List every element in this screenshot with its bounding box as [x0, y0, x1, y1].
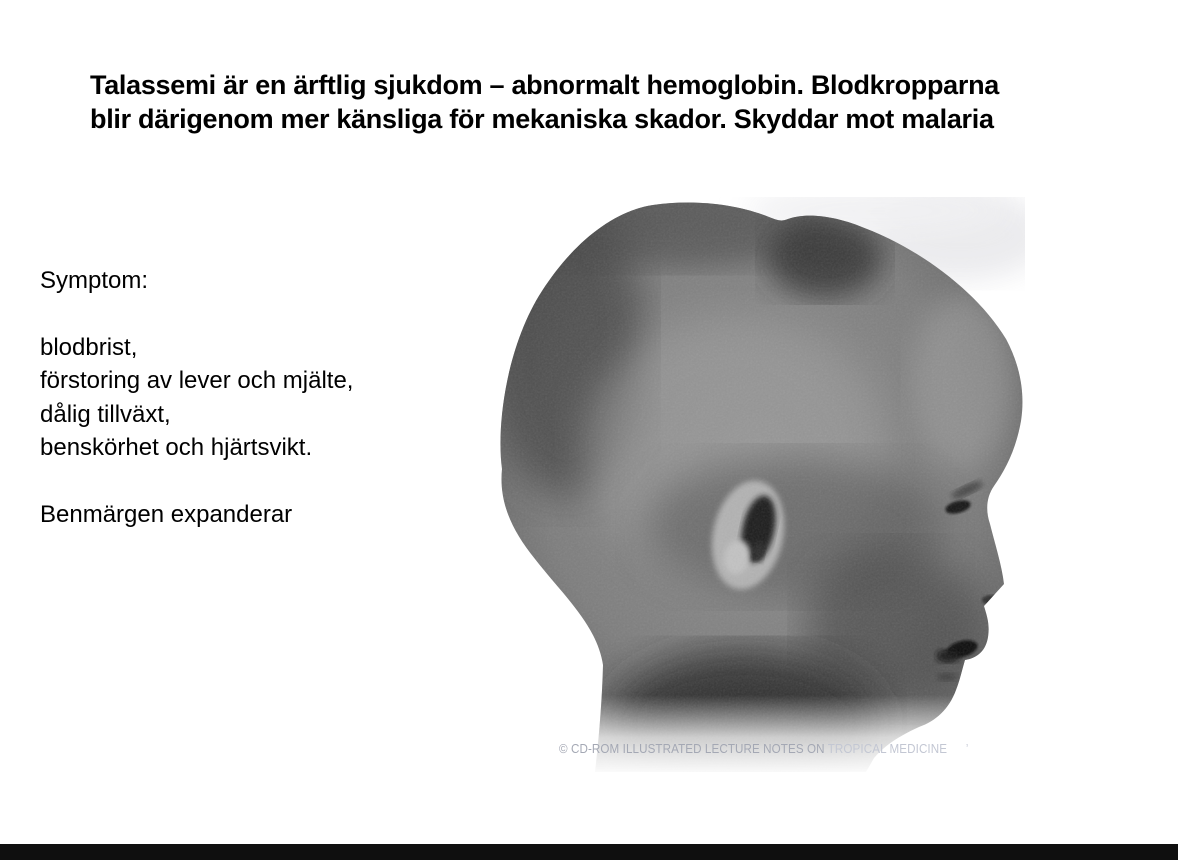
child-photo — [495, 197, 1025, 772]
symptom-line: dålig tillväxt, — [40, 400, 171, 428]
slide-title-line2: blir därigenom mer känsliga för mekaniska skador. Skyddar mot malaria — [90, 104, 994, 134]
bottom-bar — [0, 844, 1178, 860]
symptoms-heading: Symptom: — [40, 267, 149, 294]
photo-caption — [559, 741, 968, 756]
symptoms-footer: Benmärgen expanderar — [40, 500, 293, 528]
symptom-line: förstoring av lever och mjälte, — [40, 367, 354, 394]
head-silhouette — [495, 197, 1025, 772]
photo-caption-main: © CD-ROM ILLUSTRATED LECTURE NOTES ON — [559, 742, 828, 756]
symptom-line: blodbrist, — [40, 333, 138, 361]
symptom-line: benskörhet och hjärtsvikt. — [40, 434, 313, 461]
slide-title-line1: Talassemi är en ärftlig sjukdom – abnormalt hemoglobin. Blodkropparna — [90, 70, 999, 100]
slide-title — [90, 68, 1070, 136]
child-photo-graphic — [495, 197, 1025, 772]
photo-caption-stray-mark: ’ — [965, 741, 969, 756]
photo-grain — [495, 197, 1025, 772]
symptoms-block — [40, 264, 460, 531]
photo-bottom-fade — [495, 695, 1025, 772]
photo-caption-tail: TROPICAL MEDICINE — [827, 742, 948, 756]
